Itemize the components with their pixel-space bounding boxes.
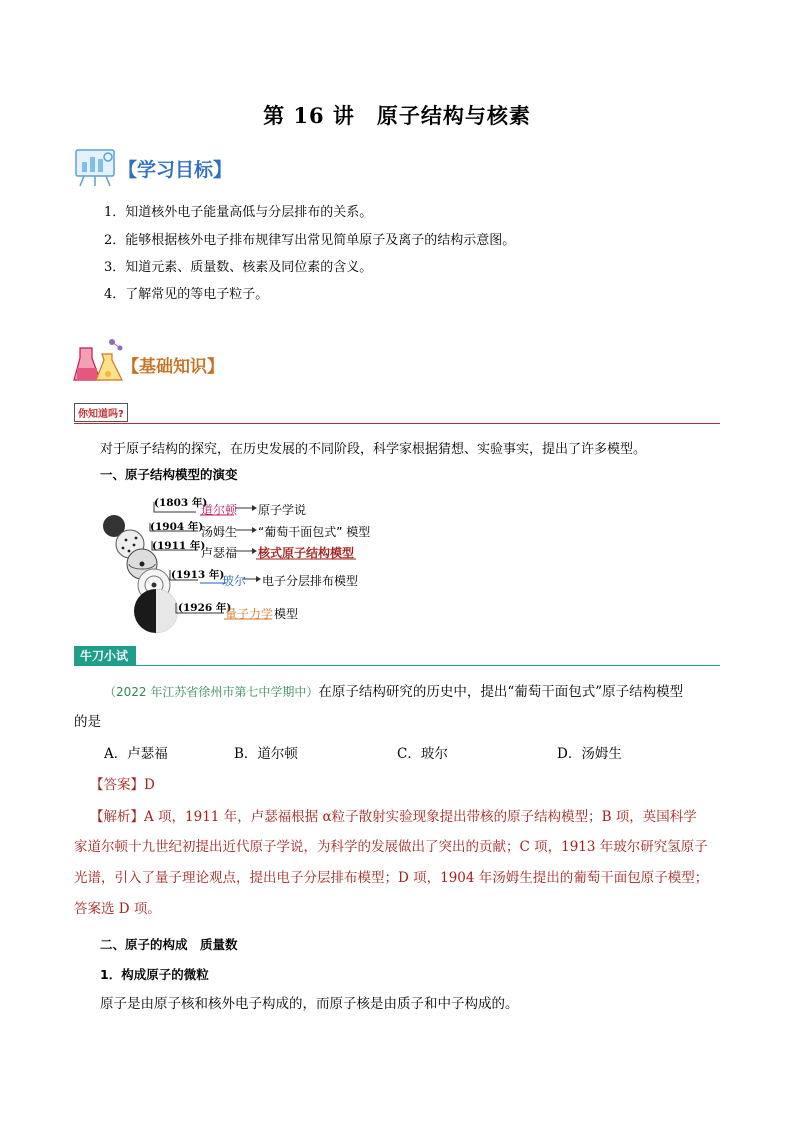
option-c: C．玻尔 [397,746,448,762]
objective-item: 1．知道核外电子能量高低与分层排布的关系。 [104,205,373,220]
timeline-model: 电子分层排布模型 [262,574,359,588]
timeline-year: (1911 年) [152,540,206,552]
timeline-model: 原子学说 [258,503,307,517]
timeline-year: (1926 年) [178,602,232,614]
timeline-scientist: 道尔顿 [201,503,238,517]
divider [74,423,720,424]
objective-item: 3．知道元素、质量数、核素及同位素的含义。 [104,260,373,275]
subsection-heading: 1．构成原子的微粒 [100,967,209,982]
objectives-heading: 【学习目标】 [118,159,233,181]
section-heading: 二、原子的构成 质量数 [100,937,238,952]
timeline-scientist: 玻尔 [222,574,247,588]
question-line [104,678,683,706]
timeline-scientist: 卢瑟福 [201,546,238,560]
page-title: 第 16 讲 原子结构与核素 [263,103,531,128]
timeline-model: 核式原子结构模型 [258,546,355,560]
question-source: （2022 年江苏省徐州市第七中学期中） [104,685,319,699]
practice-ribbon: 牛刀小试 [74,646,136,666]
divider [74,665,720,666]
intro-text: 对于原子结构的探究，在历史发展的不同阶段，科学家根据猜想、实验事实，提出了许多模型。 [100,442,647,457]
presentation-board-icon [74,148,120,188]
objective-item: 2．能够根据核外电子排布规律写出常见简单原子及离子的结构示意图。 [104,233,516,248]
analysis-line-4: 答案选 D 项。 [74,901,161,917]
question-text: 在原子结构研究的历史中，提出“葡萄干面包式”原子结构模型 [318,684,684,700]
did-you-know-badge: 你知道吗? [74,403,128,422]
option-a: A．卢瑟福 [104,746,168,762]
option-b: B．道尔顿 [234,746,298,762]
timeline-year: (1803 年) [154,497,208,509]
basics-heading: 【基础知识】 [122,357,224,377]
option-d: D．汤姆生 [557,746,622,762]
question-text-cont: 的是 [74,714,101,730]
timeline-model: “葡萄干面包式” 模型 [258,525,371,539]
analysis-line-2: 家道尔顿十九世纪初提出近代原子学说，为科学的发展做出了突出的贡献；C 项，1913 年玻尔研究氢原子 [74,839,708,855]
timeline-model: 模型 [274,607,299,621]
section-heading: 一、原子结构模型的演变 [100,467,238,482]
analysis-line-3: 光谱，引入了量子理论观点，提出电子分层排布模型；D 项，1904 年汤姆生提出的葡萄干面包原子模型； [74,870,709,886]
objective-item: 4．了解常见的等电子粒子。 [104,287,269,302]
analysis-line-1 [90,803,730,831]
analysis-label: 【解析】 [90,809,144,825]
answer-line [90,771,155,799]
timeline-scientist: 汤姆生 [201,525,238,539]
answer-value: D [144,777,155,793]
body-text: 原子是由原子核和核外电子构成的，而原子核是由质子和中子构成的。 [100,996,519,1012]
flask-icon [72,336,126,386]
timeline-scientist: 量子力学 [225,607,274,621]
answer-label: 【答案】 [90,777,144,793]
analysis-text: A 项，1911 年，卢瑟福根据 α粒子散射实验现象提出带核的原子结构模型；B 项，英国科学 [144,809,697,825]
timeline-year: (1913 年) [171,569,225,581]
timeline-year: (1904 年) [150,521,204,533]
